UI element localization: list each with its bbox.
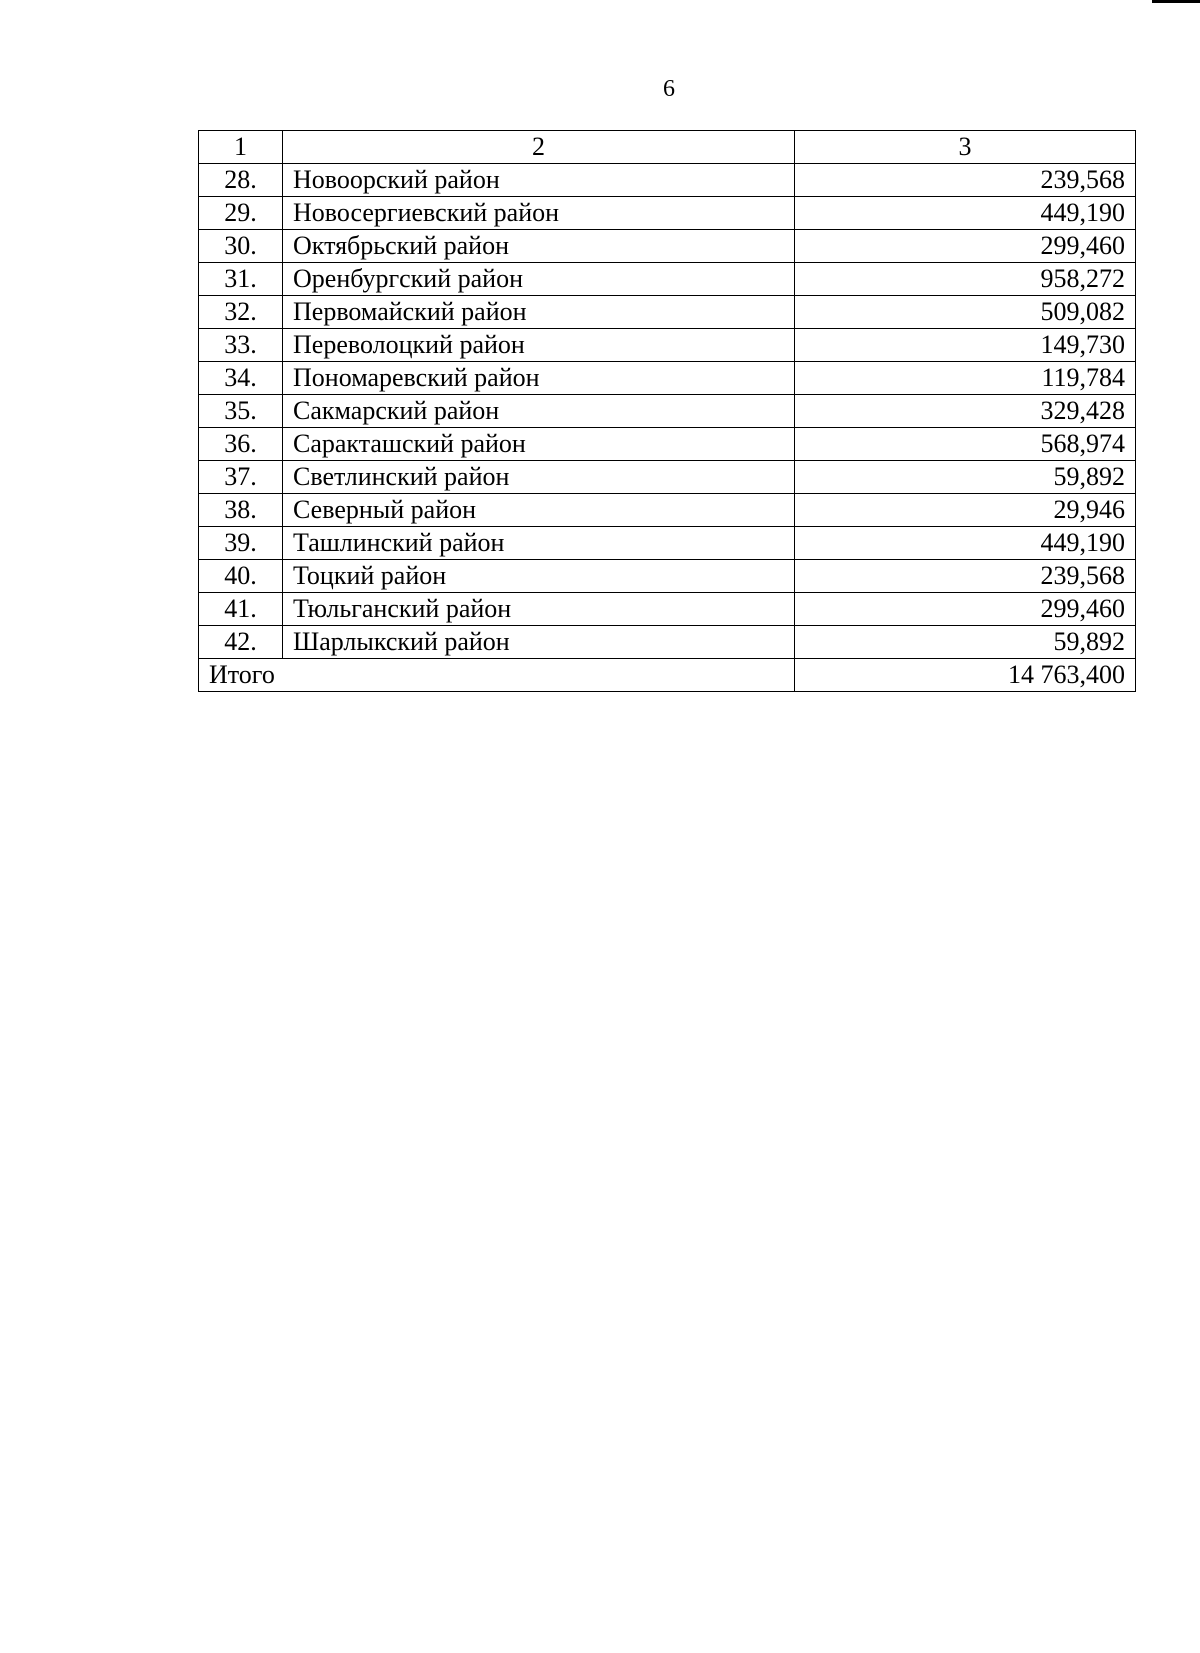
amount-cell: 568,974 <box>795 428 1136 461</box>
district-name-cell: Ташлинский район <box>283 527 795 560</box>
district-name-cell: Октябрьский район <box>283 230 795 263</box>
table-row <box>199 230 1136 263</box>
amount-cell: 59,892 <box>795 461 1136 494</box>
district-name-cell: Пономаревский район <box>283 362 795 395</box>
row-number-cell: 32. <box>199 296 283 329</box>
table-row <box>199 626 1136 659</box>
row-number-cell: 35. <box>199 395 283 428</box>
total-amount-cell: 14 763,400 <box>795 659 1136 692</box>
table-header-row <box>199 131 1136 164</box>
amount-cell: 329,428 <box>795 395 1136 428</box>
table-row <box>199 329 1136 362</box>
district-name-cell: Саракташский район <box>283 428 795 461</box>
total-row <box>199 659 1136 692</box>
row-number-cell: 42. <box>199 626 283 659</box>
district-name-cell: Переволоцкий район <box>283 329 795 362</box>
total-label-cell: Итого <box>199 659 795 692</box>
amount-cell: 239,568 <box>795 560 1136 593</box>
amount-cell: 449,190 <box>795 197 1136 230</box>
row-number-cell: 39. <box>199 527 283 560</box>
row-number-cell: 34. <box>199 362 283 395</box>
row-number-cell: 28. <box>199 164 283 197</box>
row-number-cell: 29. <box>199 197 283 230</box>
table-row <box>199 527 1136 560</box>
district-name-cell: Тюльганский район <box>283 593 795 626</box>
table-row <box>199 395 1136 428</box>
row-number-cell: 37. <box>199 461 283 494</box>
table-row <box>199 263 1136 296</box>
row-number-cell: 33. <box>199 329 283 362</box>
table-row <box>199 197 1136 230</box>
amount-cell: 239,568 <box>795 164 1136 197</box>
amount-cell: 509,082 <box>795 296 1136 329</box>
district-name-cell: Новосергиевский район <box>283 197 795 230</box>
amount-cell: 149,730 <box>795 329 1136 362</box>
district-name-cell: Светлинский район <box>283 461 795 494</box>
column-header-3: 3 <box>795 131 1136 164</box>
table-row <box>199 494 1136 527</box>
amount-cell: 449,190 <box>795 527 1136 560</box>
column-header-2: 2 <box>283 131 795 164</box>
table-row <box>199 296 1136 329</box>
table-row <box>199 428 1136 461</box>
district-allocation-table <box>198 130 1136 692</box>
amount-cell: 299,460 <box>795 230 1136 263</box>
district-name-cell: Тоцкий район <box>283 560 795 593</box>
row-number-cell: 40. <box>199 560 283 593</box>
column-header-1: 1 <box>199 131 283 164</box>
row-number-cell: 41. <box>199 593 283 626</box>
district-name-cell: Сакмарский район <box>283 395 795 428</box>
page-number: 6 <box>663 76 675 102</box>
district-name-cell: Северный район <box>283 494 795 527</box>
table-row <box>199 560 1136 593</box>
row-number-cell: 31. <box>199 263 283 296</box>
corner-scan-mark <box>1152 0 1200 3</box>
amount-cell: 119,784 <box>795 362 1136 395</box>
table-row <box>199 593 1136 626</box>
table-row <box>199 164 1136 197</box>
amount-cell: 958,272 <box>795 263 1136 296</box>
amount-cell: 29,946 <box>795 494 1136 527</box>
table-row <box>199 362 1136 395</box>
row-number-cell: 38. <box>199 494 283 527</box>
amount-cell: 59,892 <box>795 626 1136 659</box>
amount-cell: 299,460 <box>795 593 1136 626</box>
district-name-cell: Оренбургский район <box>283 263 795 296</box>
district-name-cell: Первомайский район <box>283 296 795 329</box>
table-row <box>199 461 1136 494</box>
row-number-cell: 30. <box>199 230 283 263</box>
district-name-cell: Новоорский район <box>283 164 795 197</box>
table-body <box>199 131 1136 692</box>
district-name-cell: Шарлыкский район <box>283 626 795 659</box>
row-number-cell: 36. <box>199 428 283 461</box>
